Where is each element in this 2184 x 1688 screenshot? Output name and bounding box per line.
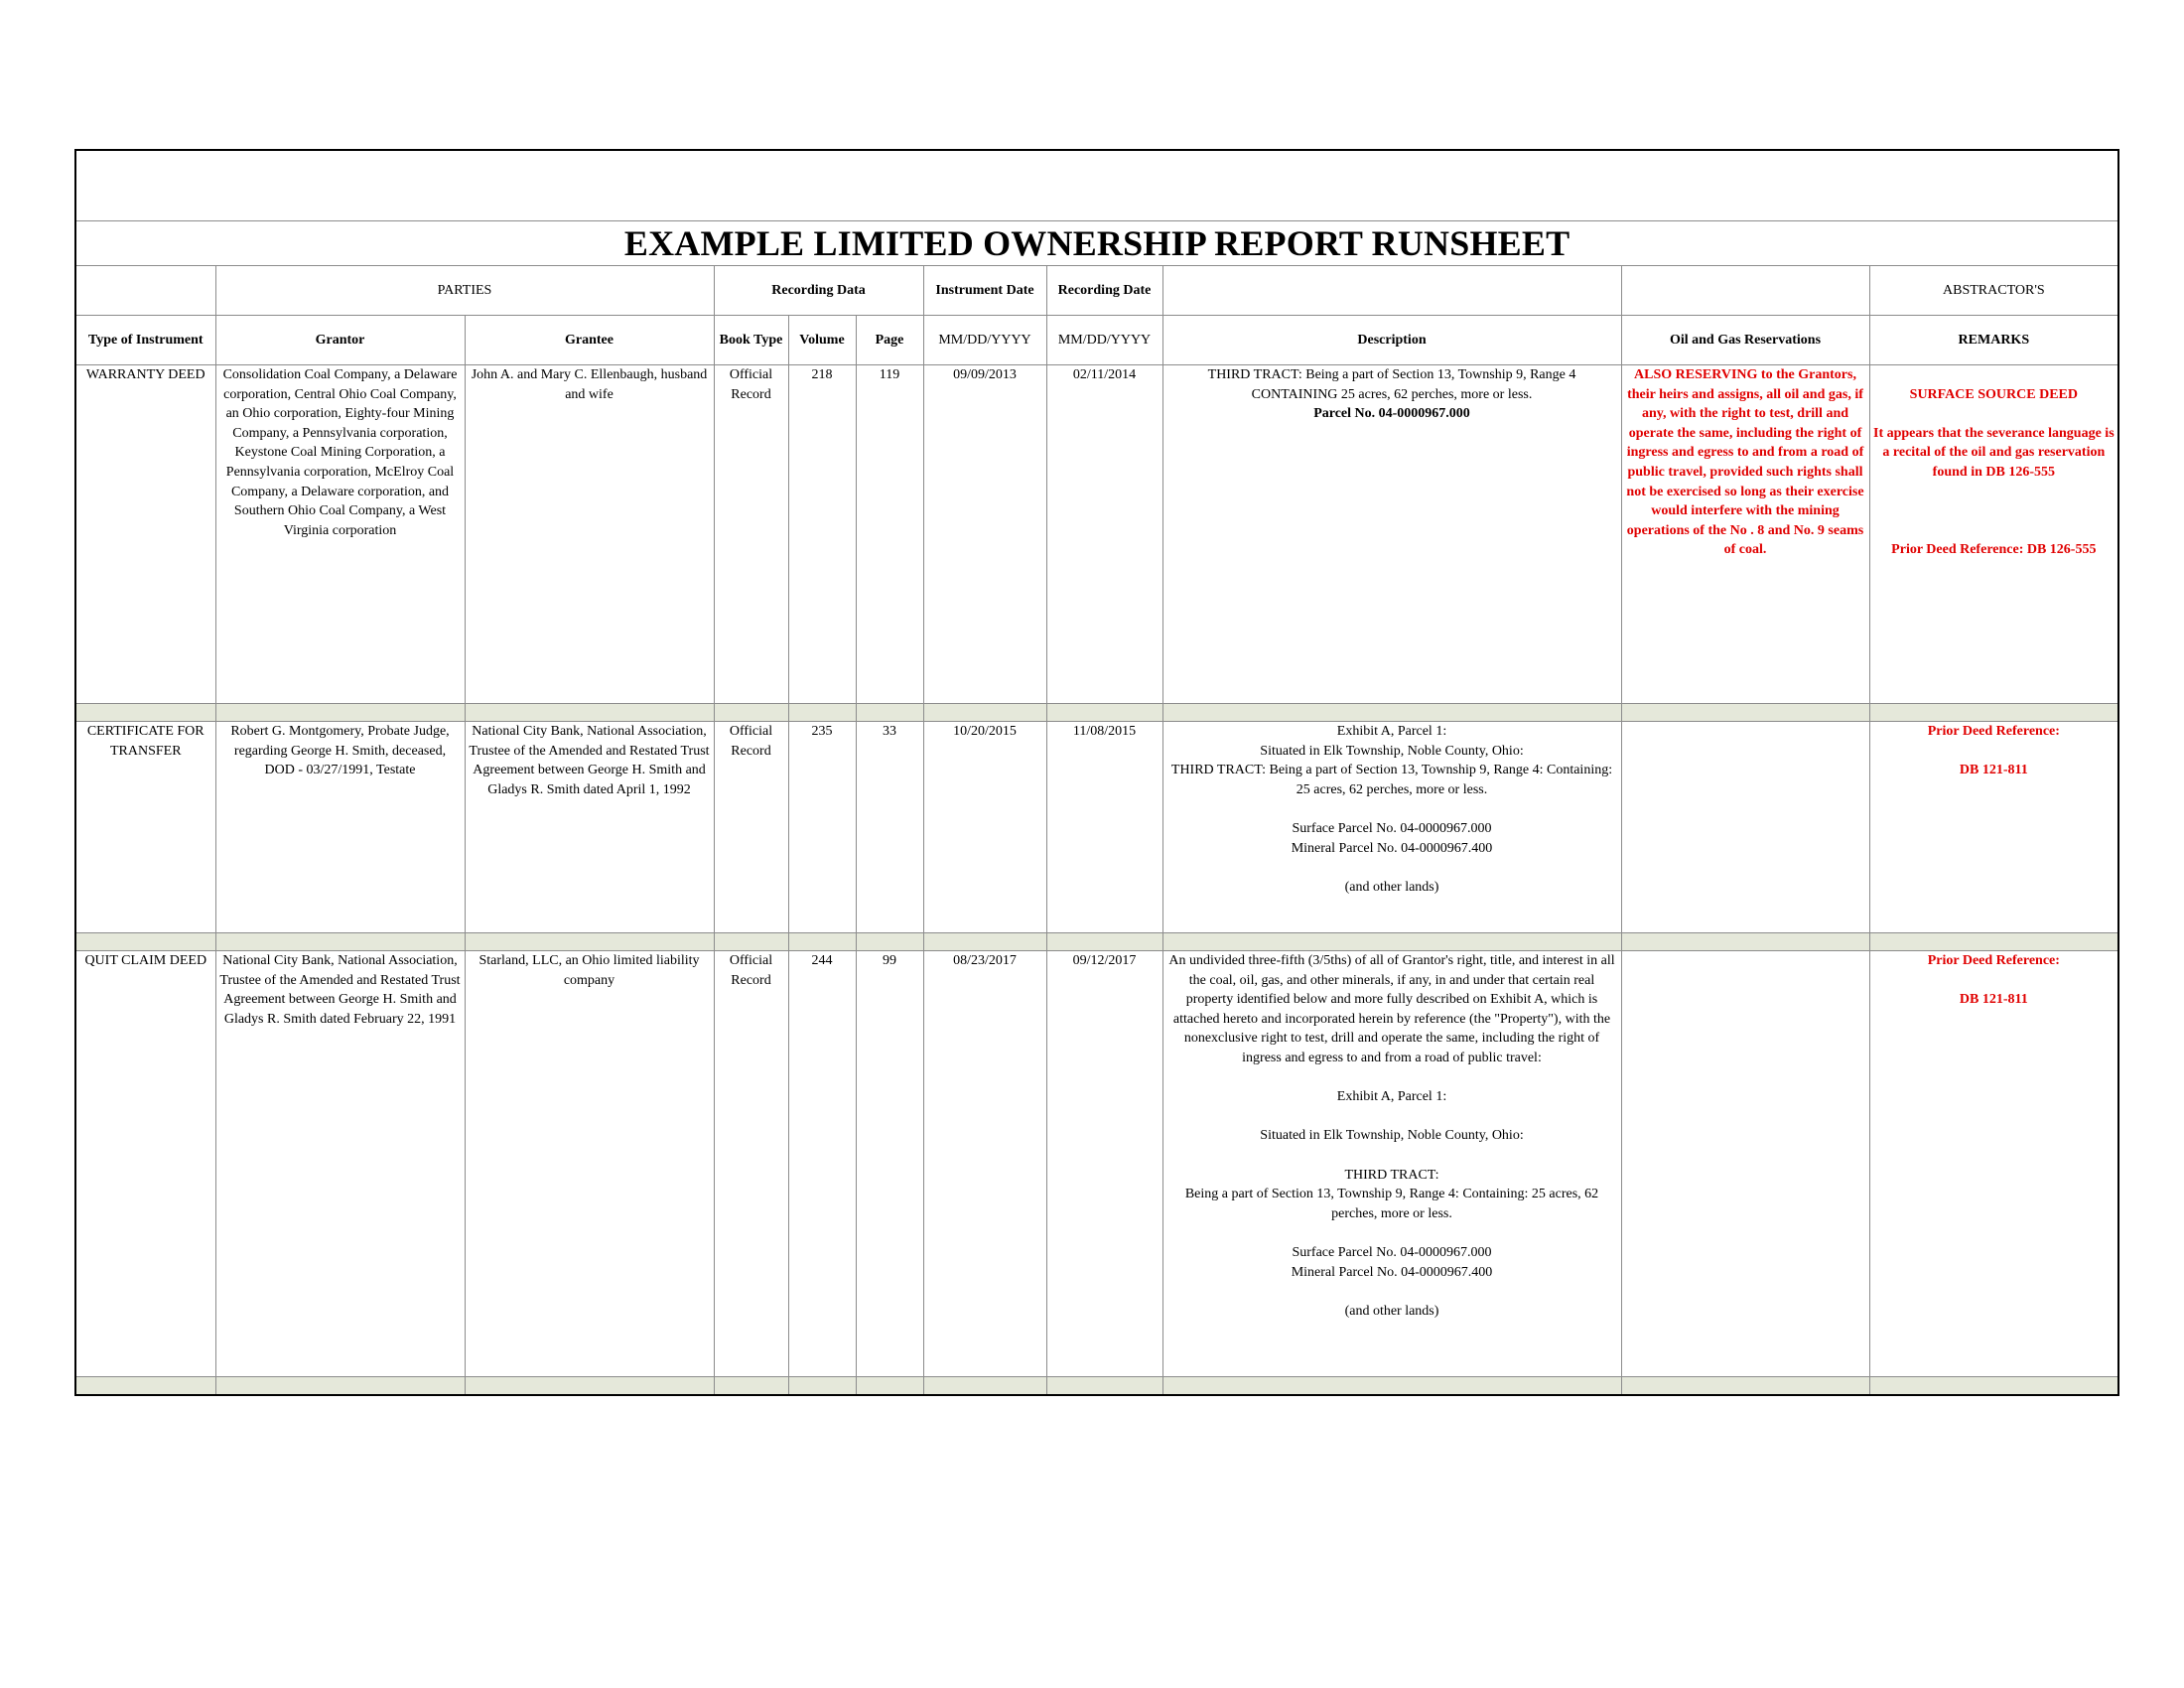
instrument-type: WARRANTY DEED [75,365,215,704]
tract-label: THIRD TRACT: [1344,1167,1439,1183]
recording-date-cell: 11/08/2015 [1046,722,1162,933]
table-row [75,951,2118,1377]
instrument-date-cell: 08/23/2017 [923,951,1046,1377]
remarks-cell [1869,951,2118,1377]
volume-cell: 235 [788,722,856,933]
remarks-heading: SURFACE SOURCE DEED [1909,386,2078,402]
page-cell: 119 [856,365,923,704]
grantee-cell: National City Bank, National Association, Trustee of the Amended and Restated Trust Agreement between George H. Smith and Gladys R. Smith dated April 1, 1992 [465,722,714,933]
row-separator [75,704,2118,722]
situated-text: Situated in Elk Township, Noble County, Ohio: [1260,743,1524,759]
page-title: EXAMPLE LIMITED OWNERSHIP REPORT RUNSHEET [75,221,2118,266]
page-cell: 33 [856,722,923,933]
runsheet-table [74,149,2119,1396]
prior-deed-label: Prior Deed Reference: [1927,953,2060,968]
top-blank-row [75,150,2118,221]
grantor-cell: National City Bank, National Association, Trustee of the Amended and Restated Trust Agreement between George H. Smith and Gladys R. Smith dated February 22, 1991 [215,951,465,1377]
page-header: Page [856,316,923,365]
book-type-cell: Official Record [714,951,788,1377]
table-row [75,722,2118,933]
oil-gas-header: Oil and Gas Reservations [1621,316,1869,365]
prior-deed-label: Prior Deed Reference: [1927,724,2060,739]
remarks-cell [1869,365,2118,704]
prior-deed-value: DB 121-811 [1959,992,2028,1008]
parties-header: PARTIES [215,266,714,316]
grantor-cell: Robert G. Montgomery, Probate Judge, regarding George H. Smith, deceased, DOD - 03/27/1991, Testate [215,722,465,933]
group-header-row [75,266,2118,316]
other-lands: (and other lands) [1344,879,1439,895]
table-row [75,365,2118,704]
page-cell: 99 [856,951,923,1377]
instrument-date-header: Instrument Date [923,266,1046,316]
grantee-cell: Starland, LLC, an Ohio limited liability company [465,951,714,1377]
oil-gas-cell [1621,951,1869,1377]
volume-cell: 244 [788,951,856,1377]
type-of-instrument-header: Type of Instrument [75,316,215,365]
row-separator [75,1377,2118,1396]
column-header-row [75,316,2118,365]
oil-gas-cell: ALSO RESERVING to the Grantors, their heirs and assigns, all oil and gas, if any, with the right to test, drill and operate the same, including the right of ingress and egress to and from a road of public travel, provided such rights shall not be exercised so long as their exercise would interfere with the mining operations of the No . 8 and No. 9 seams of coal. [1621,365,1869,704]
volume-header: Volume [788,316,856,365]
row-separator [75,933,2118,951]
mineral-parcel: Mineral Parcel No. 04-0000967.400 [1291,840,1493,856]
surface-parcel: Surface Parcel No. 04-0000967.000 [1292,820,1492,836]
recording-date-header: Recording Date [1046,266,1162,316]
book-type-header: Book Type [714,316,788,365]
abstractors-header: ABSTRACTOR'S [1869,266,2118,316]
tract-text: THIRD TRACT: Being a part of Section 13, Township 9, Range 4: Containing: 25 acres, 62 perches, more or less. [1170,763,1613,797]
grantor-header: Grantor [215,316,465,365]
description-cell [1162,951,1621,1377]
remarks-note: It appears that the severance language is a recital of the oil and gas reservation found in DB 126-555 [1873,425,2115,480]
exhibit-label: Exhibit A, Parcel 1: [1336,1089,1447,1105]
grantee-cell: John A. and Mary C. Ellenbaugh, husband and wife [465,365,714,704]
instrument-type: CERTIFICATE FOR TRANSFER [75,722,215,933]
recording-date-format: MM/DD/YYYY [1046,316,1162,365]
description-text: THIRD TRACT: Being a part of Section 13, Township 9, Range 4 CONTAINING 25 acres, 62 perches, more or less. [1207,367,1576,402]
book-type-cell: Official Record [714,722,788,933]
remarks-header: REMARKS [1869,316,2118,365]
volume-cell: 218 [788,365,856,704]
parcel-number: Parcel No. 04-0000967.000 [1313,406,1470,422]
remarks-cell [1869,722,2118,933]
grantor-cell: Consolidation Coal Company, a Delaware corporation, Central Ohio Coal Company, an Ohio corporation, Eighty-four Mining Company, a Pennsylvania corporation, Keystone Coal Mining Corporation, a Pennsylvania corporation, McElroy Coal Company, a Delaware corporation, and Southern Ohio Coal Company, a West Virginia corporation [215,365,465,704]
description-intro: An undivided three-fifth (3/5ths) of all of Grantor's right, title, and interest in all the coal, oil, gas, and other minerals, if any, in and under that certain real property identified below and more fully described on Exhibit A, which is attached hereto and incorporated herein by reference (the "Property"), with the nonexclusive right to test, drill and operate the same, including the right of ingress and egress to and from a road of public travel: [1168,953,1615,1065]
surface-parcel: Surface Parcel No. 04-0000967.000 [1292,1244,1492,1260]
description-cell [1162,722,1621,933]
prior-deed-reference: Prior Deed Reference: DB 126-555 [1891,542,2097,558]
mineral-parcel: Mineral Parcel No. 04-0000967.400 [1291,1264,1493,1280]
grantee-header: Grantee [465,316,714,365]
instrument-date-format: MM/DD/YYYY [923,316,1046,365]
recording-date-cell: 02/11/2014 [1046,365,1162,704]
instrument-type: QUIT CLAIM DEED [75,951,215,1377]
book-type-cell: Official Record [714,365,788,704]
situated-text: Situated in Elk Township, Noble County, Ohio: [1260,1128,1524,1144]
title-row [75,221,2118,266]
instrument-date-cell: 10/20/2015 [923,722,1046,933]
oil-gas-cell [1621,722,1869,933]
exhibit-label: Exhibit A, Parcel 1: [1336,724,1447,739]
recording-data-header: Recording Data [714,266,923,316]
other-lands: (and other lands) [1344,1303,1439,1319]
recording-date-cell: 09/12/2017 [1046,951,1162,1377]
instrument-date-cell: 09/09/2013 [923,365,1046,704]
description-header: Description [1162,316,1621,365]
tract-text: Being a part of Section 13, Township 9, Range 4: Containing: 25 acres, 62 perches, more or less. [1184,1187,1599,1221]
prior-deed-value: DB 121-811 [1959,763,2028,778]
description-cell [1162,365,1621,704]
